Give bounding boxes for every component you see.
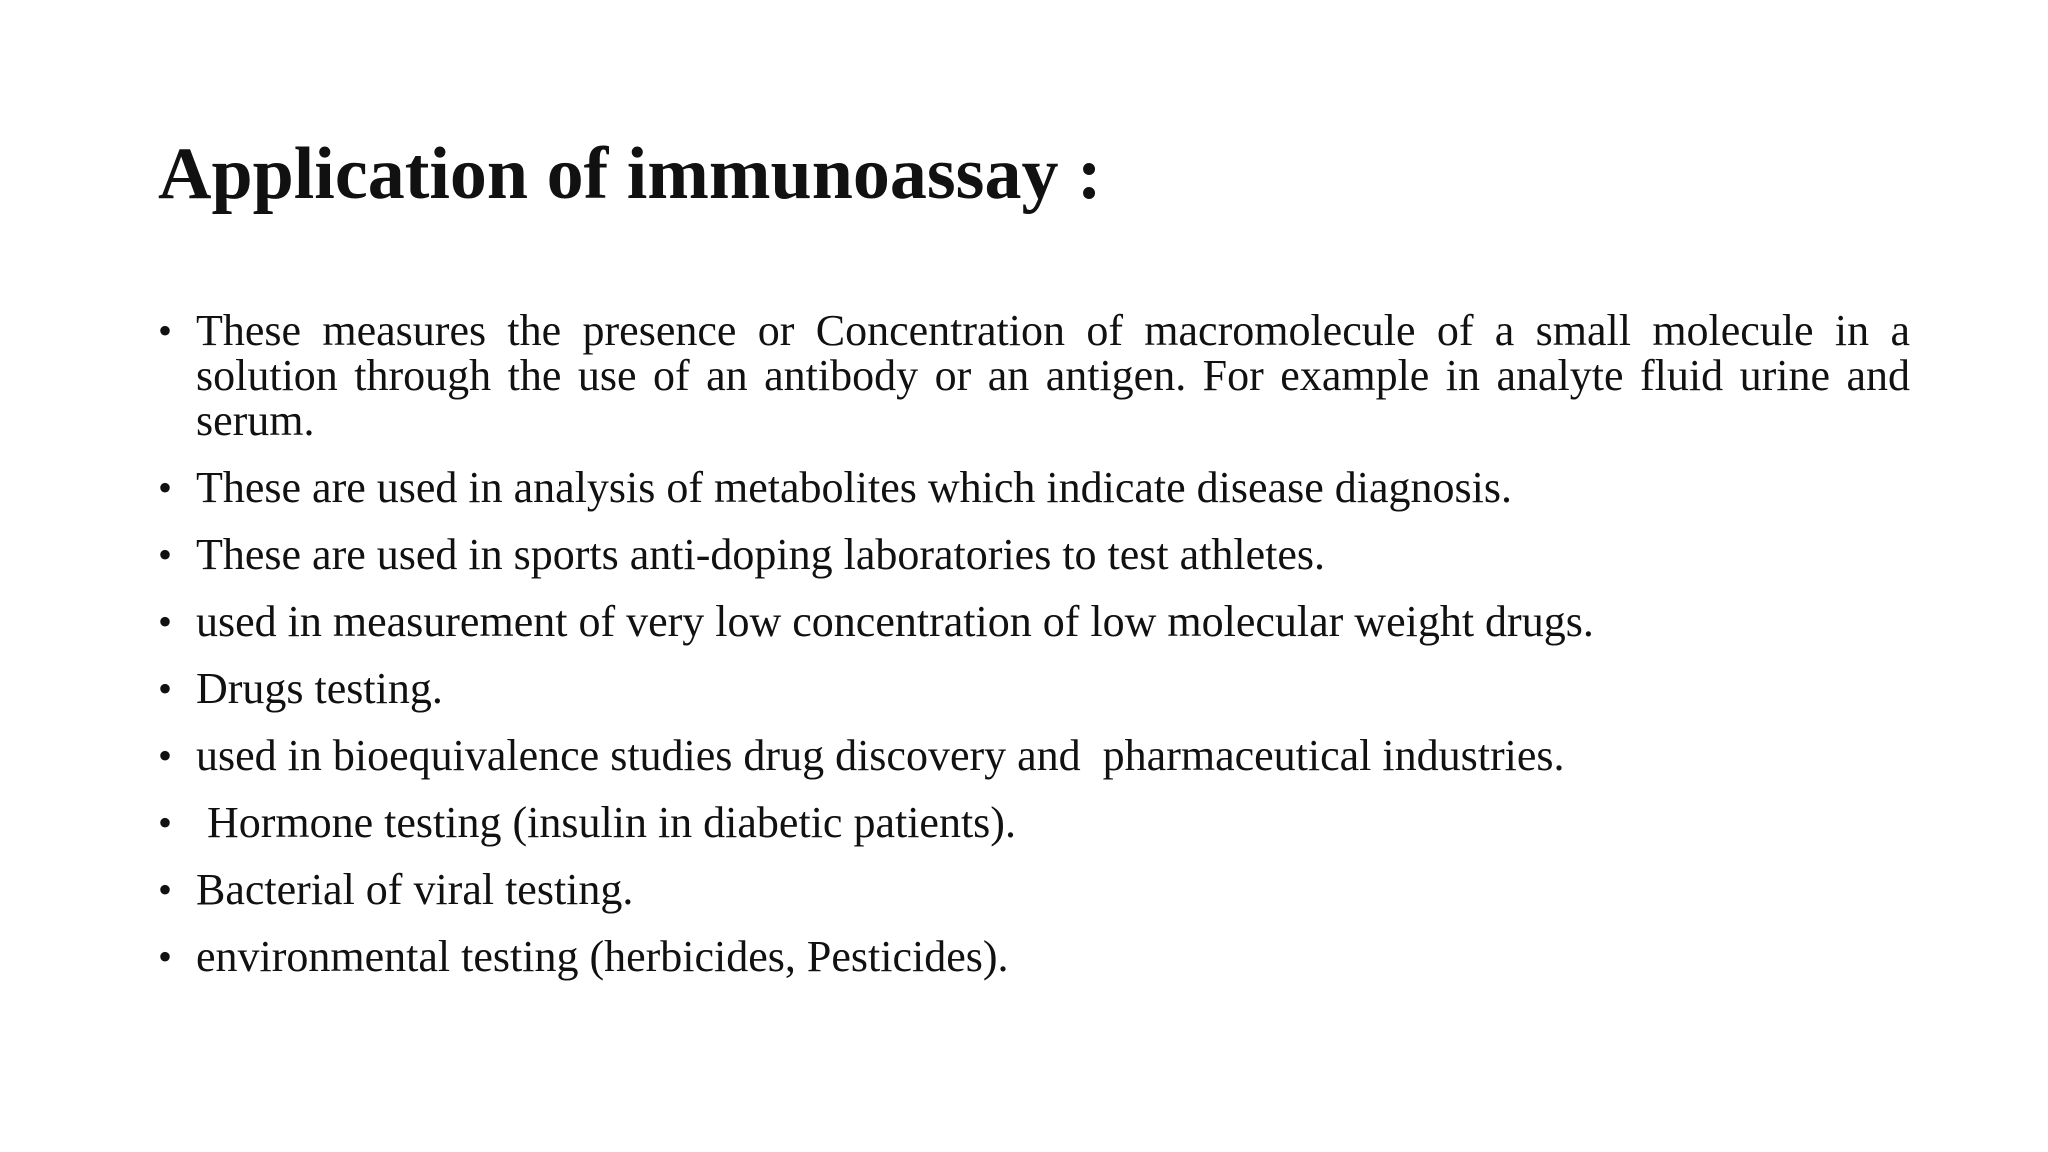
bullet-dot-icon: • [158,666,173,711]
bullet-text: These measures the presence or Concentration of macromolecule of a small molecule in a solution through the use of an antibody or an antigen. For example in analyte fluid urine and serum. [196,306,1921,445]
bullet-dot-icon: • [158,532,173,577]
bullet-text: Hormone testing (insulin in diabetic patients). [196,798,1016,847]
bullet-text: used in measurement of very low concentration of low molecular weight drugs. [196,597,1594,646]
bullet-text: These are used in analysis of metabolites which indicate disease diagnosis. [196,463,1512,512]
bullet-item [158,306,1921,445]
bullet-dot-icon: • [158,308,173,353]
bullet-text: environmental testing (herbicides, Pesticides). [196,932,1009,981]
bullet-item [158,532,1910,577]
bullet-item [158,599,1910,644]
bullet-text: These are used in sports anti-doping laboratories to test athletes. [196,530,1326,579]
bullet-text: Bacterial of viral testing. [196,865,634,914]
bullet-item [158,934,1910,979]
bullet-text: used in bioequivalence studies drug discovery and pharmaceutical industries. [196,731,1565,780]
bullet-dot-icon: • [158,800,173,845]
bullet-dot-icon: • [158,465,173,510]
bullet-dot-icon: • [158,733,173,778]
bullet-dot-icon: • [158,599,173,644]
bullet-item [158,666,1910,711]
bullet-item [158,800,1910,845]
bullet-text: Drugs testing. [196,664,443,713]
bullet-item [158,465,1910,510]
slide-title: Application of immunoassay : [158,133,1102,215]
bullet-list [158,306,1921,981]
bullet-item [158,733,1910,778]
bullet-dot-icon: • [158,867,173,912]
bullet-item [158,867,1910,912]
bullet-dot-icon: • [158,934,173,979]
